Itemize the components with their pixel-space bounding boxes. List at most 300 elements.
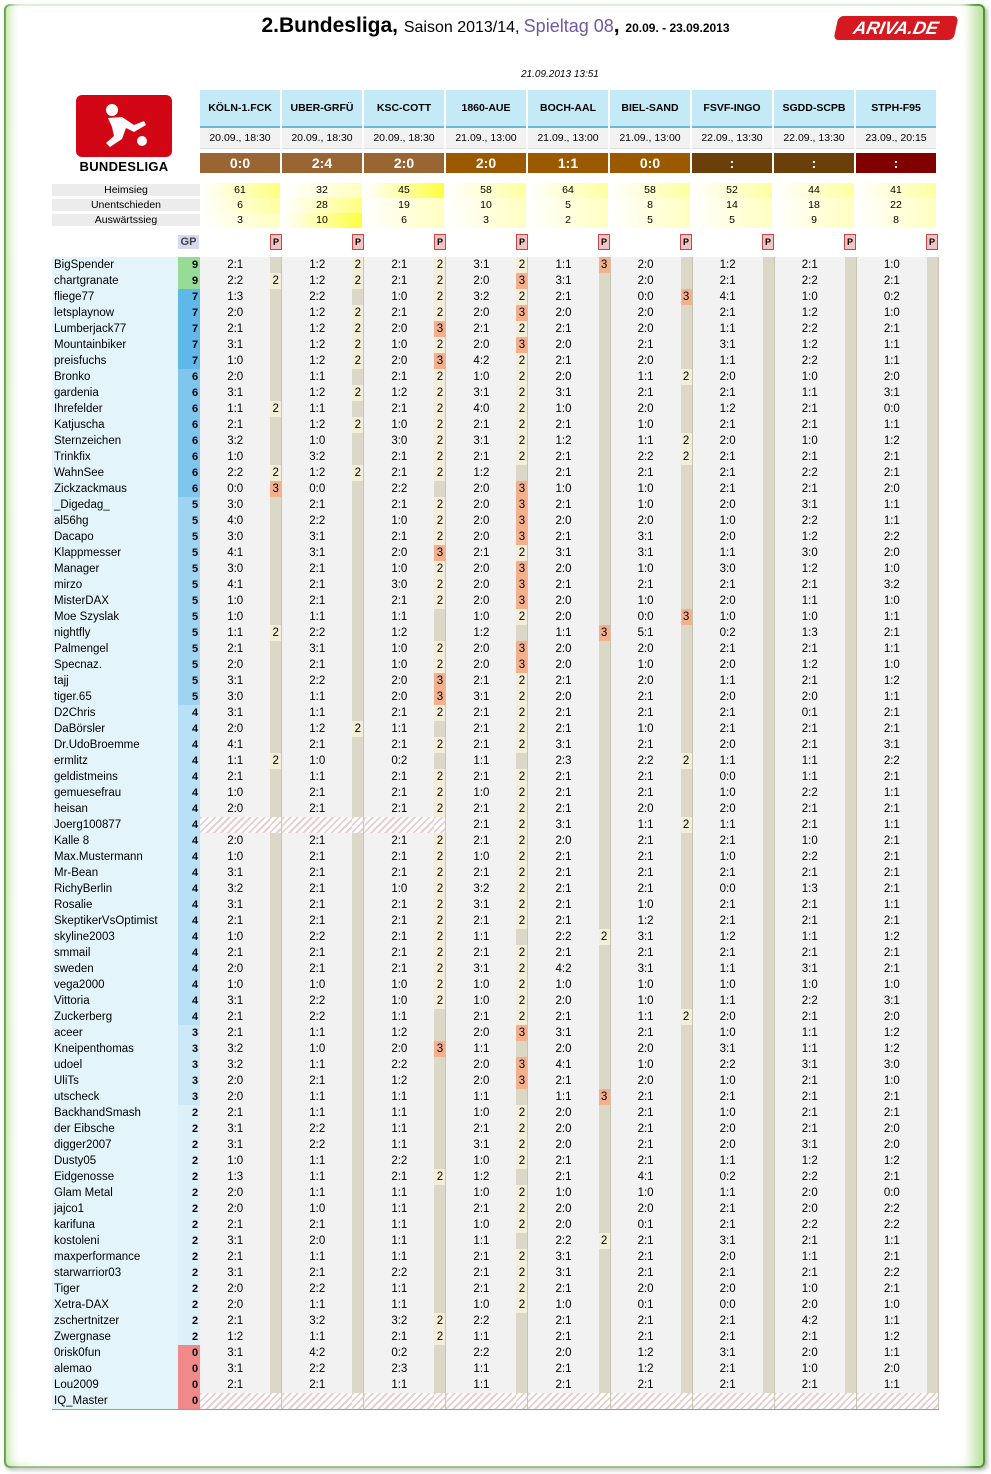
tip-points bbox=[352, 1345, 364, 1361]
tip-points bbox=[845, 817, 857, 833]
tip-points bbox=[845, 385, 857, 401]
tip-points bbox=[763, 961, 775, 977]
tip-cell: 2:1 bbox=[282, 785, 353, 801]
tip-cell: 2:1 bbox=[856, 449, 927, 465]
tip-cell: 1:1 bbox=[856, 417, 927, 433]
tip-cell: 2:1 bbox=[528, 705, 599, 721]
tip-points: 2 bbox=[434, 961, 446, 977]
tip-cell bbox=[692, 1393, 763, 1410]
tip-cell: 2:2 bbox=[364, 481, 435, 497]
tip-points bbox=[599, 273, 611, 289]
player-name[interactable]: digger2007 bbox=[52, 1137, 178, 1153]
player-name[interactable]: Zickzackmaus bbox=[52, 481, 178, 497]
tip-cell: 2:1 bbox=[364, 497, 435, 513]
tip-points: 3 bbox=[434, 545, 446, 561]
tip-cell: 2:1 bbox=[282, 913, 353, 929]
player-name[interactable]: Palmengel bbox=[52, 641, 178, 657]
player-name[interactable]: BigSpender bbox=[52, 257, 178, 273]
tip-cell: 1:1 bbox=[364, 1233, 435, 1249]
tip-points bbox=[763, 561, 775, 577]
player-name[interactable]: heisan bbox=[52, 801, 178, 817]
tip-points: 2 bbox=[434, 417, 446, 433]
tip-cell: 1:1 bbox=[856, 337, 927, 353]
tip-points bbox=[681, 961, 693, 977]
tip-cell: 3:0 bbox=[774, 545, 845, 561]
player-name[interactable]: kostoleni bbox=[52, 1233, 178, 1249]
tip-cell: 3:1 bbox=[856, 737, 927, 753]
player-name[interactable]: jajco1 bbox=[52, 1201, 178, 1217]
player-points: 4 bbox=[178, 929, 200, 945]
player-name[interactable]: RichyBerlin bbox=[52, 881, 178, 897]
tip-points bbox=[681, 705, 693, 721]
tip-cell: 2:0 bbox=[610, 321, 681, 337]
player-name[interactable]: Lumberjack77 bbox=[52, 321, 178, 337]
player-name[interactable]: nightfly bbox=[52, 625, 178, 641]
player-name[interactable]: al56hg bbox=[52, 513, 178, 529]
tip-cell: 2:0 bbox=[692, 497, 763, 513]
player-points: 2 bbox=[178, 1121, 200, 1137]
tip-cell: 2:0 bbox=[774, 1345, 845, 1361]
tip-cell: 1:2 bbox=[282, 337, 353, 353]
player-points: 2 bbox=[178, 1249, 200, 1265]
tip-points bbox=[434, 609, 446, 625]
player-name[interactable]: SkeptikerVsOptimist bbox=[52, 913, 178, 929]
player-points: 5 bbox=[178, 593, 200, 609]
tip-cell: 1:1 bbox=[446, 1377, 517, 1393]
tip-points bbox=[599, 433, 611, 449]
tip-cell: 3:1 bbox=[200, 897, 270, 913]
player-name[interactable]: Klappmesser bbox=[52, 545, 178, 561]
player-name[interactable]: 0risk0fun bbox=[52, 1345, 178, 1361]
table-row bbox=[52, 1217, 939, 1233]
tip-points bbox=[763, 273, 775, 289]
tip-cell: 2:1 bbox=[364, 785, 435, 801]
player-points: 7 bbox=[178, 289, 200, 305]
player-name[interactable]: gardenia bbox=[52, 385, 178, 401]
tip-points bbox=[434, 1073, 446, 1089]
tip-cell: 1:3 bbox=[774, 881, 845, 897]
player-points: 5 bbox=[178, 689, 200, 705]
player-name[interactable]: der Eibsche bbox=[52, 1121, 178, 1137]
tip-cell: 2:0 bbox=[528, 337, 599, 353]
tip-points bbox=[845, 1265, 857, 1281]
tip-points bbox=[599, 833, 611, 849]
player-name[interactable]: Kneipenthomas bbox=[52, 1041, 178, 1057]
tip-cell: 2:1 bbox=[856, 721, 927, 737]
tip-cell: 2:0 bbox=[200, 657, 270, 673]
tip-points bbox=[927, 1313, 939, 1329]
tip-cell: 5:1 bbox=[610, 625, 681, 641]
tip-cell: 4:1 bbox=[610, 1169, 681, 1185]
tip-cell: 2:1 bbox=[282, 1217, 353, 1233]
player-name[interactable]: BackhandSmash bbox=[52, 1105, 178, 1121]
player-name[interactable]: smmail bbox=[52, 945, 178, 961]
match-teams[interactable]: KSC-COTT bbox=[364, 90, 444, 128]
tip-points bbox=[434, 753, 446, 769]
tip-points bbox=[681, 1153, 693, 1169]
tip-points bbox=[681, 993, 693, 1009]
home-win-count: 44 bbox=[774, 183, 854, 198]
tip-points: 3 bbox=[434, 689, 446, 705]
tip-points bbox=[270, 1297, 282, 1313]
tip-cell: 3:1 bbox=[200, 705, 270, 721]
player-name[interactable]: Moe Szyslak bbox=[52, 609, 178, 625]
table-row bbox=[52, 897, 939, 913]
player-points: 5 bbox=[178, 513, 200, 529]
tip-cell: 1:1 bbox=[282, 689, 353, 705]
tip-points bbox=[270, 833, 282, 849]
tip-cell: 2:1 bbox=[692, 1201, 763, 1217]
player-name[interactable]: tajj bbox=[52, 673, 178, 689]
tip-points: 2 bbox=[516, 689, 528, 705]
tip-cell: 1:0 bbox=[446, 977, 517, 993]
tip-cell: 2:2 bbox=[282, 993, 353, 1009]
tip-cell: 2:1 bbox=[774, 401, 845, 417]
match-teams[interactable]: BIEL-SAND bbox=[610, 90, 690, 128]
tip-points bbox=[845, 1361, 857, 1377]
tip-points: 2 bbox=[516, 321, 528, 337]
tip-cell: 1:1 bbox=[774, 753, 845, 769]
tip-points bbox=[599, 1073, 611, 1089]
player-name[interactable]: chartgranate bbox=[52, 273, 178, 289]
tip-points bbox=[681, 865, 693, 881]
tip-cell: 3:1 bbox=[446, 433, 517, 449]
tip-cell: 1:0 bbox=[692, 977, 763, 993]
player-name[interactable]: letsplaynow bbox=[52, 305, 178, 321]
tip-points bbox=[599, 769, 611, 785]
tip-cell: 2:2 bbox=[282, 1121, 353, 1137]
tip-cell: 2:1 bbox=[446, 321, 517, 337]
tip-points bbox=[763, 289, 775, 305]
tip-points bbox=[927, 849, 939, 865]
tip-cell: 2:1 bbox=[446, 1281, 517, 1297]
player-name[interactable]: Glam Metal bbox=[52, 1185, 178, 1201]
tip-points bbox=[763, 1121, 775, 1137]
tip-cell: 1:2 bbox=[282, 321, 353, 337]
tip-points: 2 bbox=[434, 945, 446, 961]
tip-points bbox=[599, 689, 611, 705]
player-name[interactable]: UliTs bbox=[52, 1073, 178, 1089]
player-name[interactable]: Dusty05 bbox=[52, 1153, 178, 1169]
tip-points bbox=[599, 385, 611, 401]
table-row bbox=[52, 353, 939, 369]
tip-points bbox=[927, 1137, 939, 1153]
tip-points bbox=[845, 1073, 857, 1089]
tip-points bbox=[927, 1009, 939, 1025]
tip-points bbox=[927, 961, 939, 977]
tip-cell: 2:1 bbox=[774, 913, 845, 929]
tip-cell: 2:1 bbox=[200, 257, 270, 273]
tip-points bbox=[434, 1361, 446, 1377]
tip-points bbox=[599, 417, 611, 433]
tip-cell: 1:1 bbox=[610, 1009, 681, 1025]
player-name[interactable]: Joerg100877 bbox=[52, 817, 178, 833]
match-teams[interactable]: KÖLN-1.FCK bbox=[200, 90, 280, 128]
match-teams[interactable]: BOCH-AAL bbox=[528, 90, 608, 128]
tip-cell: 1:1 bbox=[774, 929, 845, 945]
tip-points bbox=[927, 481, 939, 497]
match-teams[interactable]: UBER-GRFÜ bbox=[282, 90, 362, 128]
player-name[interactable]: Mr-Bean bbox=[52, 865, 178, 881]
tip-cell: 1:2 bbox=[364, 1025, 435, 1041]
table-row bbox=[52, 833, 939, 849]
tip-cell: 1:1 bbox=[282, 1169, 353, 1185]
player-name[interactable]: DaBörsler bbox=[52, 721, 178, 737]
tip-cell: 1:2 bbox=[282, 465, 353, 481]
player-name[interactable]: Bronko bbox=[52, 369, 178, 385]
tip-cell: 1:0 bbox=[610, 561, 681, 577]
tip-cell: 2:1 bbox=[610, 689, 681, 705]
tip-points bbox=[845, 1297, 857, 1313]
tip-points bbox=[763, 353, 775, 369]
tip-cell: 2:0 bbox=[856, 1137, 927, 1153]
player-name[interactable]: _Digedag_ bbox=[52, 497, 178, 513]
player-name[interactable]: Trinkfix bbox=[52, 449, 178, 465]
tip-cell: 1:0 bbox=[610, 993, 681, 1009]
tip-cell: 2:0 bbox=[200, 1089, 270, 1105]
player-name[interactable]: Katjuscha bbox=[52, 417, 178, 433]
player-name[interactable]: sweden bbox=[52, 961, 178, 977]
player-name[interactable]: geldistmeins bbox=[52, 769, 178, 785]
tip-points bbox=[352, 753, 364, 769]
tip-cell: 2:1 bbox=[856, 801, 927, 817]
tip-cell: 2:0 bbox=[528, 689, 599, 705]
player-name[interactable]: zschertnitzer bbox=[52, 1313, 178, 1329]
tip-cell: 3:0 bbox=[364, 433, 435, 449]
player-points: 4 bbox=[178, 897, 200, 913]
tip-points bbox=[763, 657, 775, 673]
player-name[interactable]: mirzo bbox=[52, 577, 178, 593]
tip-points bbox=[681, 673, 693, 689]
player-name[interactable]: IQ_Master bbox=[52, 1393, 178, 1410]
tip-cell: 2:2 bbox=[774, 353, 845, 369]
tip-points: 3 bbox=[599, 625, 611, 641]
tip-points bbox=[352, 929, 364, 945]
player-name[interactable]: karifuna bbox=[52, 1217, 178, 1233]
player-points: 5 bbox=[178, 561, 200, 577]
tip-points: 2 bbox=[516, 609, 528, 625]
tip-points bbox=[434, 1201, 446, 1217]
tip-cell: 2:1 bbox=[446, 1265, 517, 1281]
tip-points bbox=[927, 609, 939, 625]
tip-cell: 3:1 bbox=[200, 337, 270, 353]
tip-points bbox=[434, 721, 446, 737]
player-name[interactable]: maxperformance bbox=[52, 1249, 178, 1265]
player-name[interactable]: aceer bbox=[52, 1025, 178, 1041]
tip-cell: 4:0 bbox=[446, 401, 517, 417]
player-name[interactable]: Xetra-DAX bbox=[52, 1297, 178, 1313]
tip-points bbox=[845, 753, 857, 769]
player-name[interactable]: Max.Mustermann bbox=[52, 849, 178, 865]
tip-cell: 3:1 bbox=[200, 1121, 270, 1137]
tip-points bbox=[763, 1057, 775, 1073]
player-name[interactable]: skyline2003 bbox=[52, 929, 178, 945]
match-teams[interactable]: SGDD-SCPB bbox=[774, 90, 854, 128]
tip-points: 2 bbox=[516, 801, 528, 817]
tip-points: 2 bbox=[434, 529, 446, 545]
player-name[interactable]: Dacapo bbox=[52, 529, 178, 545]
tip-cell: 4:2 bbox=[528, 961, 599, 977]
tip-points: 2 bbox=[516, 257, 528, 273]
away-win-count: 8 bbox=[856, 213, 936, 228]
tip-cell: 1:0 bbox=[856, 1073, 927, 1089]
away-win-count: 3 bbox=[446, 213, 526, 228]
player-name[interactable]: D2Chris bbox=[52, 705, 178, 721]
tip-cell: 1:0 bbox=[200, 785, 270, 801]
tip-cell: 2:1 bbox=[692, 417, 763, 433]
player-points: 4 bbox=[178, 801, 200, 817]
tip-cell: 1:0 bbox=[774, 977, 845, 993]
player-points: 4 bbox=[178, 737, 200, 753]
player-name[interactable]: utscheck bbox=[52, 1089, 178, 1105]
tip-cell: 2:1 bbox=[282, 1265, 353, 1281]
tip-cell: 2:1 bbox=[200, 641, 270, 657]
player-name[interactable]: WahnSee bbox=[52, 465, 178, 481]
player-name[interactable]: Vittoria bbox=[52, 993, 178, 1009]
tip-points bbox=[681, 417, 693, 433]
tip-cell: 1:1 bbox=[282, 1297, 353, 1313]
player-name[interactable]: starwarrior03 bbox=[52, 1265, 178, 1281]
points-header: P bbox=[270, 234, 282, 250]
tip-points bbox=[927, 1073, 939, 1089]
player-name[interactable]: fliege77 bbox=[52, 289, 178, 305]
player-name[interactable]: Lou2009 bbox=[52, 1377, 178, 1393]
tip-points bbox=[352, 865, 364, 881]
tip-cell: 2:0 bbox=[528, 561, 599, 577]
tip-points bbox=[270, 1153, 282, 1169]
player-name[interactable]: alemao bbox=[52, 1361, 178, 1377]
player-name[interactable]: Manager bbox=[52, 561, 178, 577]
tip-cell: 1:1 bbox=[282, 609, 353, 625]
table-row bbox=[52, 1089, 939, 1105]
tip-cell: 2:0 bbox=[856, 1009, 927, 1025]
player-name[interactable]: Mountainbiker bbox=[52, 337, 178, 353]
tip-cell: 1:0 bbox=[692, 609, 763, 625]
player-name[interactable]: preisfuchs bbox=[52, 353, 178, 369]
player-name[interactable]: Dr.UdoBroemme bbox=[52, 737, 178, 753]
player-name[interactable]: ermlitz bbox=[52, 753, 178, 769]
tip-points bbox=[270, 977, 282, 993]
player-name[interactable]: MisterDAX bbox=[52, 593, 178, 609]
tip-cell: 2:0 bbox=[692, 433, 763, 449]
tip-cell: 3:1 bbox=[528, 545, 599, 561]
player-name[interactable]: Ihrefelder bbox=[52, 401, 178, 417]
player-name[interactable]: Specnaz. bbox=[52, 657, 178, 673]
player-name[interactable]: Zuckerberg bbox=[52, 1009, 178, 1025]
tip-cell: 1:2 bbox=[446, 465, 517, 481]
tip-points: 2 bbox=[352, 465, 364, 481]
tip-cell: 2:0 bbox=[200, 1281, 270, 1297]
tip-points bbox=[599, 1153, 611, 1169]
tip-points bbox=[763, 433, 775, 449]
tip-points bbox=[352, 1233, 364, 1249]
tip-points bbox=[845, 1281, 857, 1297]
player-name[interactable]: Rosalie bbox=[52, 897, 178, 913]
table-row bbox=[52, 1057, 939, 1073]
player-name[interactable]: gemuesefrau bbox=[52, 785, 178, 801]
tip-points bbox=[763, 897, 775, 913]
tip-points bbox=[927, 497, 939, 513]
tip-points bbox=[845, 369, 857, 385]
tip-cell: 2:1 bbox=[774, 737, 845, 753]
tip-cell: 2:2 bbox=[610, 449, 681, 465]
ariva-logo[interactable]: ARIVA.DE bbox=[833, 16, 958, 40]
tip-points bbox=[599, 673, 611, 689]
tip-cell bbox=[282, 817, 353, 833]
player-name[interactable]: Tiger bbox=[52, 1281, 178, 1297]
tip-cell: 2:1 bbox=[200, 1217, 270, 1233]
tip-points bbox=[270, 657, 282, 673]
tip-points bbox=[434, 625, 446, 641]
tip-points bbox=[599, 1281, 611, 1297]
tip-cell: 1:1 bbox=[692, 993, 763, 1009]
tip-cell: 1:1 bbox=[200, 753, 270, 769]
tip-points: 2 bbox=[516, 897, 528, 913]
player-name[interactable]: Eidgenosse bbox=[52, 1169, 178, 1185]
tip-points bbox=[927, 257, 939, 273]
draw-count: 22 bbox=[856, 198, 936, 213]
tip-points bbox=[763, 1361, 775, 1377]
tip-points bbox=[434, 1233, 446, 1249]
player-name[interactable]: Sternzeichen bbox=[52, 433, 178, 449]
tip-cell: 2:1 bbox=[446, 545, 517, 561]
tip-cell: 1:1 bbox=[692, 353, 763, 369]
tip-points bbox=[681, 785, 693, 801]
match-teams[interactable]: FSVF-INGO bbox=[692, 90, 772, 128]
tip-cell: 2:1 bbox=[610, 785, 681, 801]
tip-cell: 3:0 bbox=[692, 561, 763, 577]
tip-cell: 2:0 bbox=[528, 1345, 599, 1361]
player-name[interactable]: vega2000 bbox=[52, 977, 178, 993]
tip-points: 2 bbox=[434, 865, 446, 881]
tip-cell: 1:2 bbox=[692, 929, 763, 945]
tip-cell: 2:0 bbox=[856, 545, 927, 561]
tip-cell: 2:1 bbox=[610, 1025, 681, 1041]
table-row bbox=[52, 737, 939, 753]
tip-cell: 2:1 bbox=[774, 1329, 845, 1345]
tip-points bbox=[845, 705, 857, 721]
tip-cell: 1:3 bbox=[200, 1169, 270, 1185]
tip-cell: 1:2 bbox=[856, 1153, 927, 1169]
player-name[interactable]: Zwergnase bbox=[52, 1329, 178, 1345]
player-name[interactable]: Kalle 8 bbox=[52, 833, 178, 849]
tip-cell: 2:1 bbox=[528, 785, 599, 801]
tip-cell: 1:0 bbox=[856, 977, 927, 993]
tip-points bbox=[681, 1137, 693, 1153]
tip-points: 2 bbox=[434, 593, 446, 609]
tip-points bbox=[763, 1345, 775, 1361]
player-name[interactable]: udoel bbox=[52, 1057, 178, 1073]
tip-points bbox=[516, 753, 528, 769]
table-row bbox=[52, 1185, 939, 1201]
match-teams[interactable]: 1860-AUE bbox=[446, 90, 526, 128]
match-teams[interactable]: STPH-F95 bbox=[856, 90, 936, 128]
tip-points: 2 bbox=[516, 1265, 528, 1281]
tip-cell: 1:1 bbox=[282, 401, 353, 417]
tip-points bbox=[599, 609, 611, 625]
tip-points bbox=[763, 833, 775, 849]
tip-points bbox=[352, 529, 364, 545]
tip-points bbox=[599, 497, 611, 513]
tip-cell: 2:1 bbox=[610, 945, 681, 961]
tip-points bbox=[599, 945, 611, 961]
table-row bbox=[52, 321, 939, 337]
tip-cell: 1:0 bbox=[200, 609, 270, 625]
tip-cell: 1:2 bbox=[856, 1329, 927, 1345]
player-name[interactable]: tiger.65 bbox=[52, 689, 178, 705]
tip-points: 2 bbox=[516, 369, 528, 385]
tip-cell: 2:1 bbox=[282, 897, 353, 913]
